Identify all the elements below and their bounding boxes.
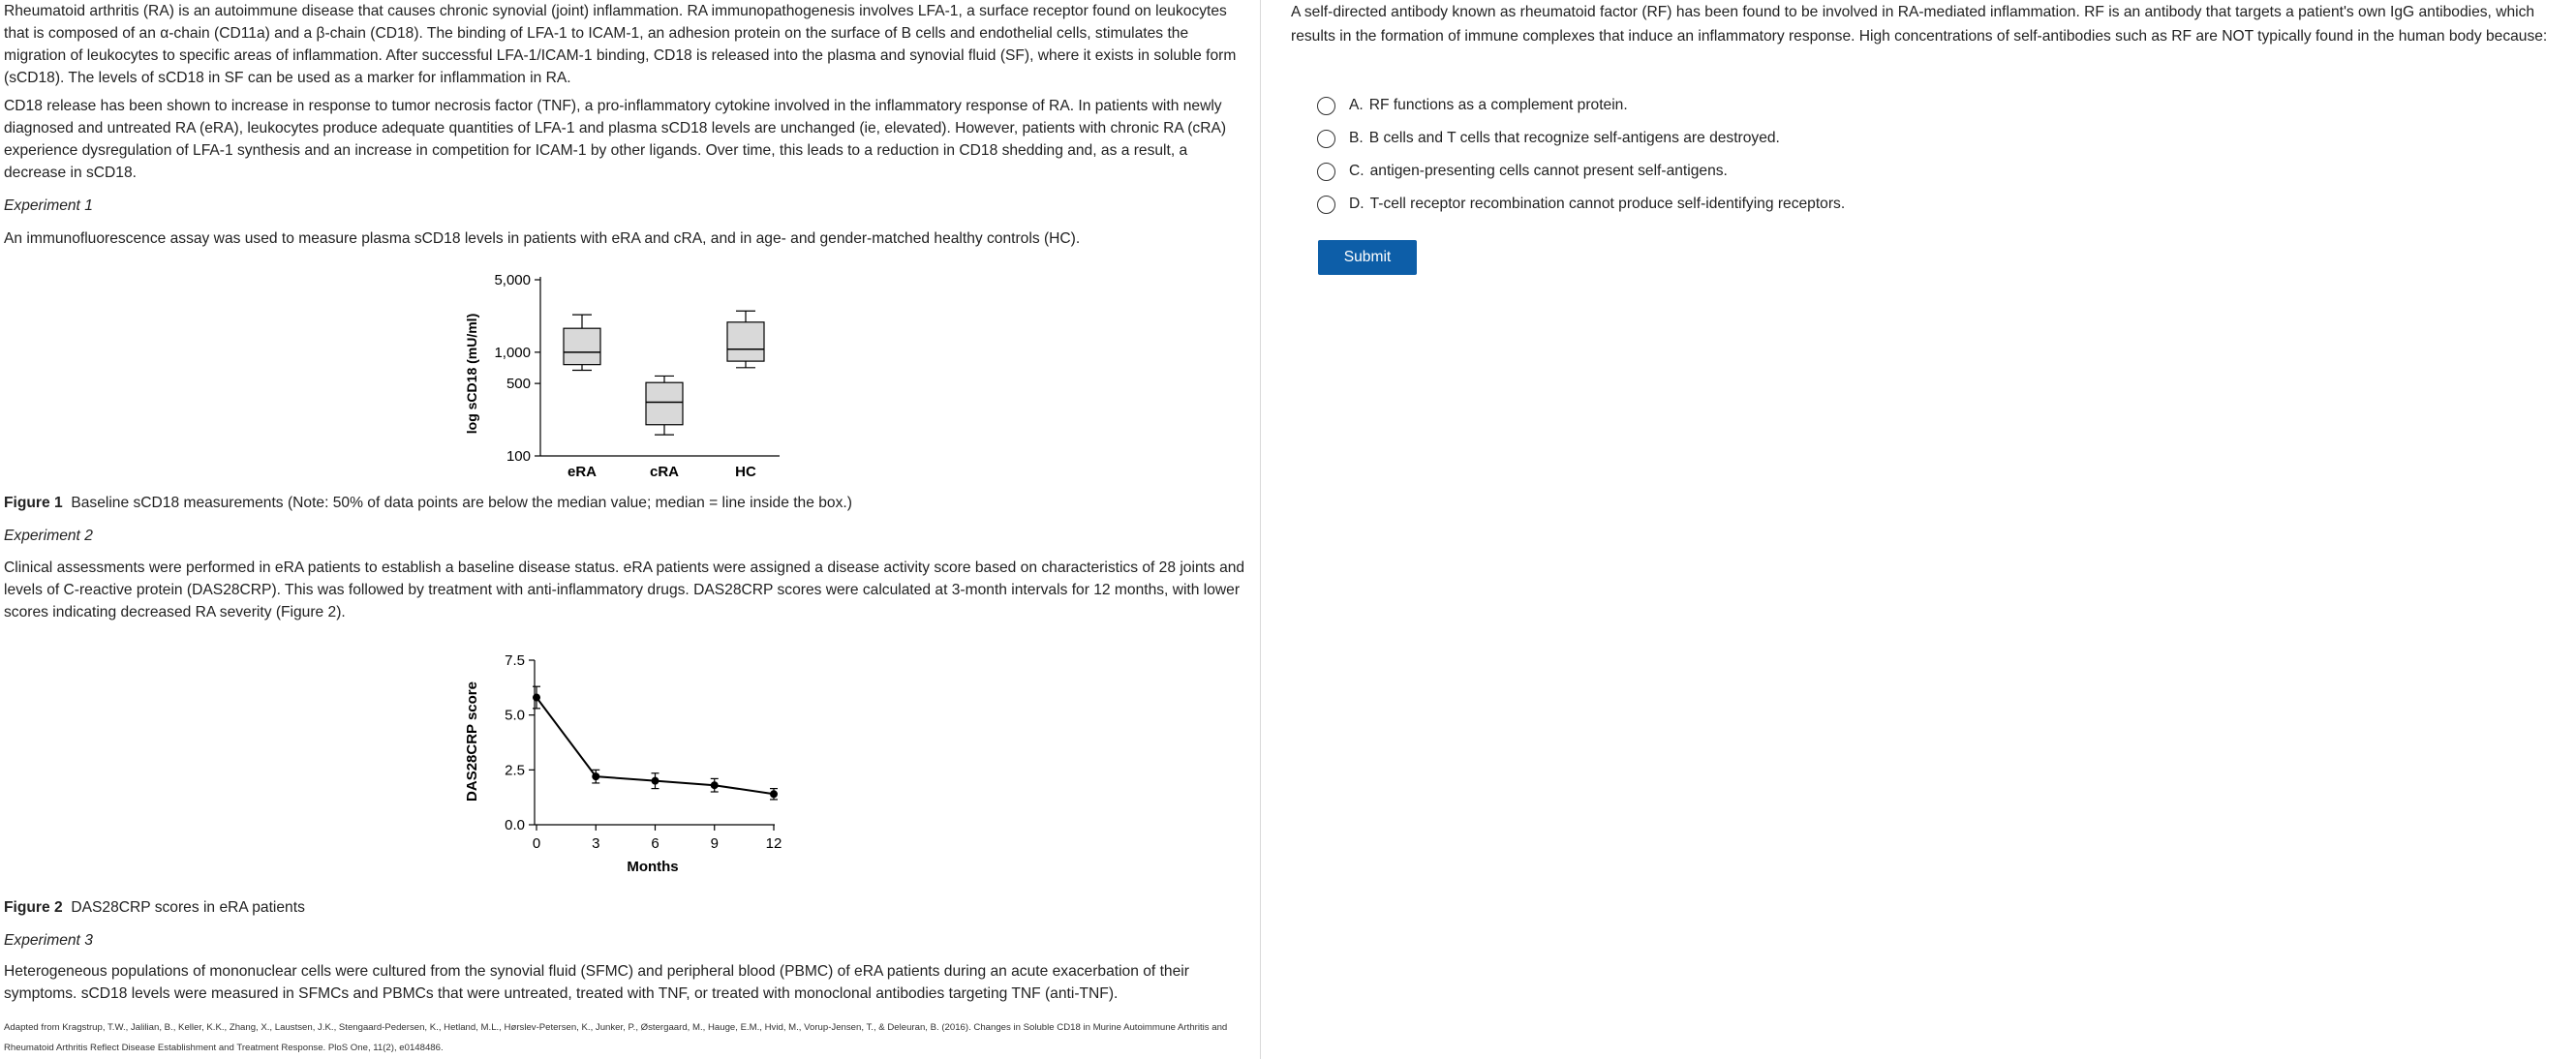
figure-1-boxplot [455,265,794,488]
fig2-y-axis-label: DAS28CRP score [464,681,480,802]
experiment-1-title: Experiment 1 [4,197,93,214]
fig2-x-tick-label: 0 [532,835,541,852]
fig2-y-tick-label: 5.0 [505,707,525,724]
fig2-data-point [533,694,540,702]
fig2-x-axis-label: Months [627,859,679,875]
fig2-y-tick-label: 0.0 [505,817,525,833]
option-text: B cells and T cells that recognize self-antigens are destroyed. [1368,130,1780,146]
passage-paragraph-1: Rheumatoid arthritis (RA) is an autoimmune disease that causes chronic synovial (joint) inflammation. RA immunopathogenesis involves LFA-1, a surface receptor found on leukocytes that is composed of an α-chain (CD11a) and a β-chain (CD18). The binding of LFA-1 to ICAM-1, an adhesion protein on the surface of B cells and endothelial cells, stimulates the migration of leukocytes to specific areas of inflammation. After successful LFA-1/ICAM-1 binding, CD18 is released into the plasma and synovial fluid (SF), where it exists in soluble form (sCD18). The levels of sCD18 in SF can be used as a marker for inflammation in RA. [4,3,1237,86]
experiment-3-text: Heterogeneous populations of mononuclear cells were cultured from the synovial fluid (SFMC) and peripheral blood (PBMC) of eRA patients during an acute exacerbation of their symptoms. sCD18 levels were measured in SFMCs and PBMCs that were untreated, treated with TNF, or treated with monoclonal antibodies targeting TNF (anti-TNF). [4,963,1189,1002]
option-text: antigen-presenting cells cannot present self-antigens. [1369,163,1728,179]
fig2-x-tick-label: 12 [765,835,782,852]
figure-1-caption [4,492,1253,514]
fig1-box-eRA [564,328,600,364]
fig2-y-tick-label: 7.5 [505,652,525,669]
experiment-3-title: Experiment 3 [4,932,93,949]
fig1-x-tick-label: HC [735,464,756,480]
fig1-y-tick-label: 5,000 [494,272,531,288]
fig1-y-tick-label: 100 [506,448,531,465]
radio-button-icon[interactable] [1317,130,1335,148]
fig1-y-tick-label: 500 [506,376,531,393]
citation-line-2: Rheumatoid Arthritis Reflect Disease Establishment and Treatment Response. PloS One, 11(2), e0148486. [4,1043,444,1053]
question-stem: A self-directed antibody known as rheumatoid factor (RF) has been found to be involved in RA-mediated inflammation. RF is an antibody that targets a patient's own IgG antibodies, which results in the formation of immune complexes that induce an inflammatory response. High concentrations of self-antibodies such as RF are NOT typically found in the human body because: [1291,4,2548,45]
figure-2-label: Figure 2 [4,899,63,916]
answer-option-c[interactable] [1317,160,1728,183]
question-panel [1262,0,2576,1059]
experiment-2-title: Experiment 2 [4,528,93,544]
fig1-x-tick-label: cRA [649,464,680,480]
figure-2-lineplot [455,649,794,881]
experiment-1-text: An immunofluorescence assay was used to measure plasma sCD18 levels in patients with eRA and cRA, and in age- and gender-matched healthy controls (HC). [4,230,1081,247]
fig2-y-tick-label: 2.5 [505,762,525,779]
option-letter: B. [1349,130,1364,146]
answer-option-d[interactable] [1317,193,1845,216]
figure-1-label: Figure 1 [4,495,63,511]
option-text: T-cell receptor recombination cannot produce self-identifying receptors. [1369,196,1846,212]
experiment-2-text: Clinical assessments were performed in eRA patients to establish a baseline disease status. eRA patients were assigned a disease activity score based on characteristics of 28 joints and levels of C-reactive protein (DAS28CRP). This was followed by treatment with anti-inflammatory drugs. DAS28CRP scores were calculated at 3-month intervals for 12 months, with lower scores indicating decreased RA severity (Figure 2). [4,560,1245,620]
submit-button[interactable]: Submit [1318,240,1417,275]
fig2-data-point [652,777,659,785]
answer-option-b[interactable] [1317,127,1780,150]
figure-2-caption [4,896,1253,919]
option-text: RF functions as a complement protein. [1368,97,1628,113]
fig1-box-HC [727,322,764,361]
radio-button-icon[interactable] [1317,196,1335,214]
fig1-y-tick-label: 1,000 [494,344,531,361]
option-letter: C. [1349,163,1365,179]
passage-paragraph-2: CD18 release has been shown to increase in response to tumor necrosis factor (TNF), a pro-inflammatory cytokine involved in the inflammatory response of RA. In patients with newly diagnosed and untreated RA (eRA), leukocytes produce adequate quantities of LFA-1 and plasma sCD18 levels are unchanged (ie, elevated). However, patients with chronic RA (cRA) experience dysregulation of LFA-1 synthesis and an increase in competition for ICAM-1 by other ligands. Over time, this leads to a reduction in CD18 shedding and, as a result, a decrease in sCD18. [4,98,1227,181]
option-letter: D. [1349,196,1365,212]
answer-option-a[interactable] [1317,94,1628,117]
fig2-data-point [592,772,599,780]
fig2-data-point [711,781,719,789]
fig2-x-tick-label: 9 [710,835,719,852]
fig1-box-cRA [646,382,683,425]
radio-button-icon[interactable] [1317,163,1335,181]
fig2-x-tick-label: 3 [592,835,600,852]
passage-panel [0,0,1261,1059]
option-letter: A. [1349,97,1364,113]
fig2-x-tick-label: 6 [651,835,659,852]
radio-button-icon[interactable] [1317,97,1335,115]
fig1-x-tick-label: eRA [567,464,598,480]
fig1-y-axis-label: log sCD18 (mU/ml) [464,313,479,435]
citation-line-1: Adapted from Kragstrup, T.W., Jalilian, B., Keller, K.K., Zhang, X., Laustsen, J.K., Stengaard-Pedersen, K., Hetland, M.L., Hørslev-Petersen, K., Junker, P., Østergaard, M., Hauge, E.M., Hvid, M., Vorup-Jensen, T., & Deleuran, B. (2016). Changes in Soluble CD18 in Murine Autoimmune Arthritis and [4,1022,1228,1033]
fig2-data-point [770,790,778,798]
figure-2-caption-text: DAS28CRP scores in eRA patients [71,899,305,916]
figure-1-caption-text: Baseline sCD18 measurements (Note: 50% of data points are below the median value; median = line inside the box.) [71,495,852,511]
